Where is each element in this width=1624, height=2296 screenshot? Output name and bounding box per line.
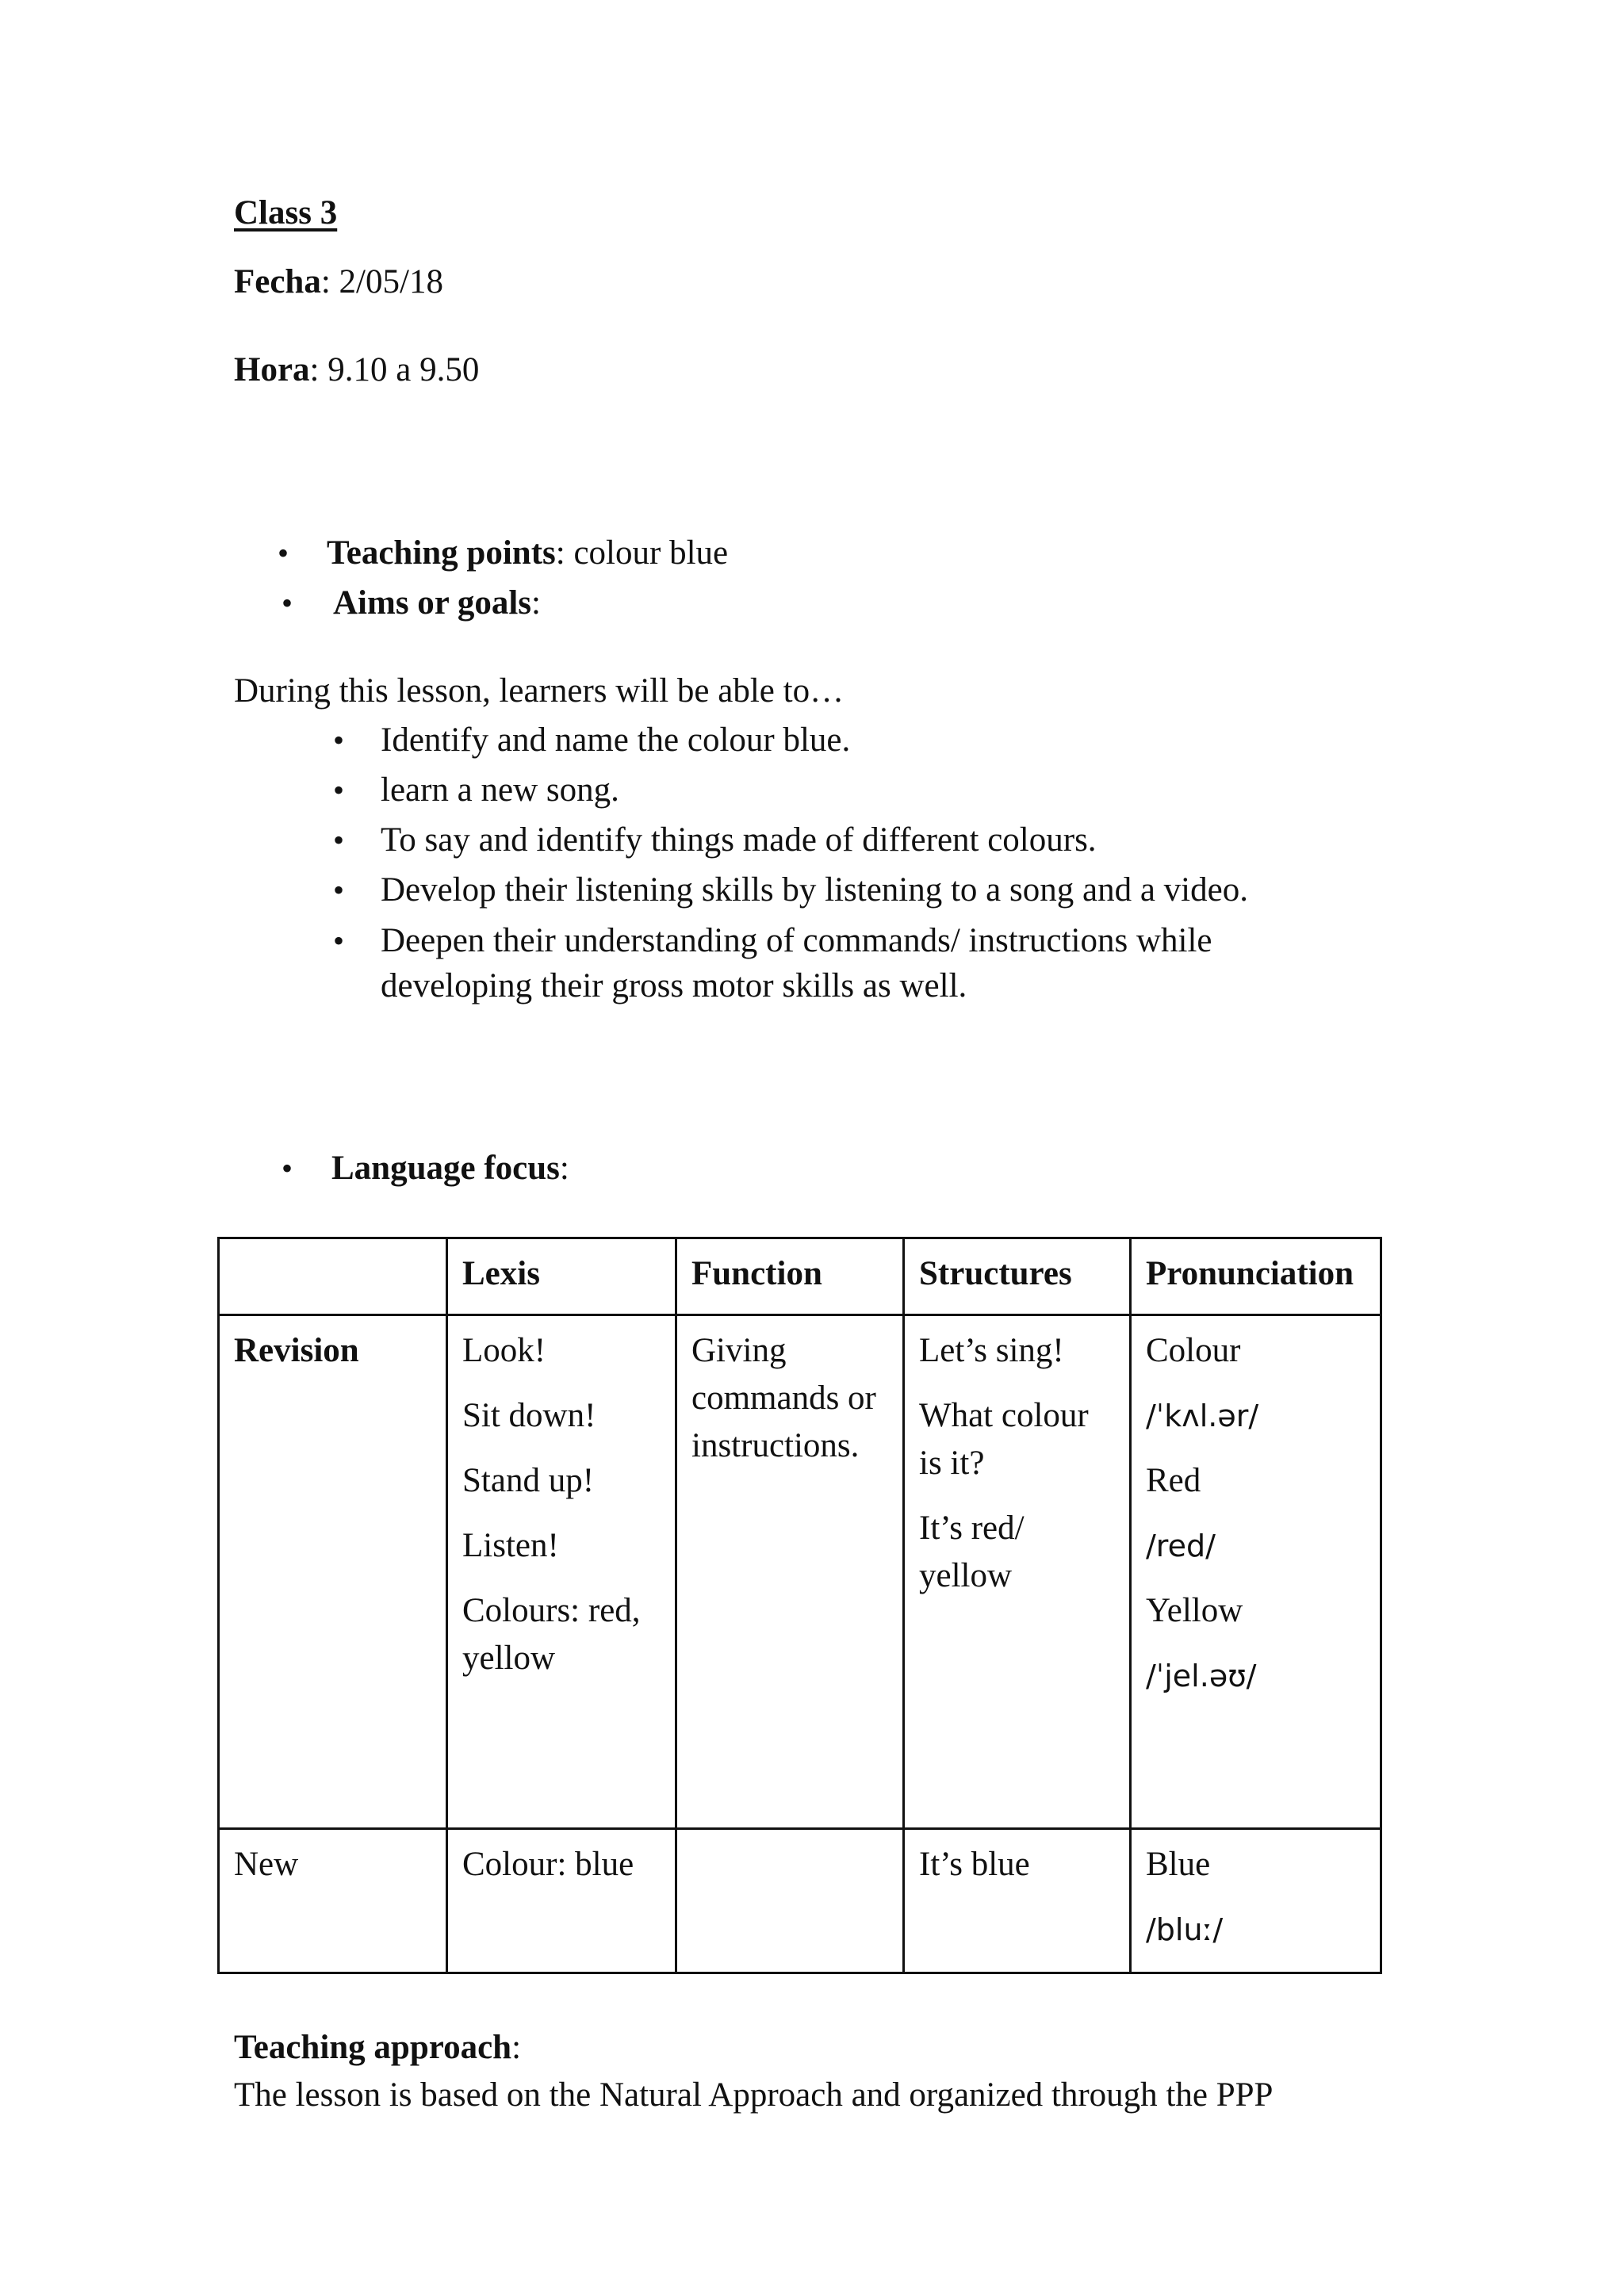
- bullet-icon: •: [333, 822, 345, 858]
- bullet-icon: •: [333, 722, 345, 758]
- aims-colon: :: [531, 584, 541, 622]
- hora-label: Hora: [234, 351, 310, 388]
- aim-item-continued: developing their gross motor skills as well.: [381, 967, 967, 1004]
- bullet-icon: •: [333, 772, 345, 808]
- table-header-pronunciation: Pronunciation: [1131, 1238, 1381, 1315]
- pronunciation-ipa: /ˈkʌl.ər/: [1146, 1399, 1259, 1433]
- revision-lexis-cell: [447, 1315, 676, 1829]
- teaching-approach-label: Teaching approach: [234, 2029, 512, 2066]
- hora-line: [234, 350, 479, 391]
- revision-function-line: instructions.: [691, 1427, 860, 1464]
- aim-item: Identify and name the colour blue.: [381, 721, 851, 759]
- table-row-new: [219, 1829, 1381, 1973]
- revision-lexis-item: Stand up!: [462, 1462, 595, 1499]
- teaching-points-value: : colour blue: [555, 534, 729, 572]
- revision-lexis-item: Listen!: [462, 1527, 559, 1564]
- language-focus-label: Language focus: [331, 1150, 560, 1187]
- table-header-lexis: Lexis: [447, 1238, 676, 1315]
- revision-structures-cell: [904, 1315, 1131, 1829]
- table-header-row: [219, 1238, 1381, 1315]
- table-row-revision: [219, 1315, 1381, 1829]
- new-structures: It’s blue: [904, 1829, 1131, 1973]
- revision-structure-line: It’s red/: [919, 1510, 1025, 1547]
- teaching-approach-colon: :: [511, 2029, 522, 2066]
- revision-structure-line: What colour: [919, 1397, 1089, 1434]
- bullet-icon: •: [282, 1150, 293, 1186]
- new-label: New: [219, 1829, 447, 1973]
- new-pronunciation-cell: [1131, 1829, 1381, 1973]
- teaching-approach-heading: [234, 2027, 521, 2068]
- revision-structure-line: yellow: [919, 1557, 1013, 1594]
- new-lexis: Colour: blue: [447, 1829, 676, 1973]
- new-function: [676, 1829, 904, 1973]
- aim-item: learn a new song.: [381, 771, 619, 809]
- aim-item: Deepen their understanding of commands/ instructions while: [381, 922, 1212, 959]
- aims-label: Aims or goals: [333, 584, 532, 622]
- fecha-label: Fecha: [234, 263, 321, 300]
- fecha-line: [234, 262, 443, 303]
- language-focus-colon: :: [559, 1150, 569, 1187]
- bullet-icon: •: [278, 535, 289, 571]
- revision-lexis-item: yellow: [462, 1640, 556, 1677]
- language-focus-table: [217, 1237, 1382, 1974]
- revision-structure-line: is it?: [919, 1445, 985, 1482]
- revision-function-cell: [676, 1315, 904, 1829]
- bullet-icon: •: [282, 585, 293, 621]
- aim-item: To say and identify things made of different colours.: [381, 821, 1097, 859]
- revision-lexis-item: Look!: [462, 1332, 546, 1369]
- table-header-cell: [219, 1238, 447, 1315]
- class-title: Class 3: [234, 194, 338, 232]
- aim-item: Develop their listening skills by listening to a song and a video.: [381, 871, 1248, 909]
- pronunciation-ipa: /ˈjel.əʊ/: [1146, 1659, 1257, 1693]
- table-header-function: Function: [676, 1238, 904, 1315]
- revision-function-line: Giving: [691, 1332, 787, 1369]
- bullet-icon: •: [333, 923, 345, 959]
- pronunciation-ipa: /red/: [1146, 1529, 1216, 1563]
- pronunciation-ipa: /bluː/: [1146, 1912, 1224, 1947]
- revision-function-line: commands or: [691, 1380, 876, 1417]
- pronunciation-word: Colour: [1146, 1332, 1241, 1369]
- revision-lexis-item: Sit down!: [462, 1397, 596, 1434]
- revision-lexis-item: Colours: red,: [462, 1592, 641, 1629]
- language-focus-line: [331, 1148, 569, 1189]
- teaching-points-label: Teaching points: [327, 534, 556, 572]
- aims-line: [333, 583, 541, 624]
- revision-label: Revision: [219, 1315, 447, 1829]
- hora-value: : 9.10 a 9.50: [309, 351, 480, 388]
- bullet-icon: •: [333, 872, 345, 908]
- aims-intro: During this lesson, learners will be able to…: [234, 672, 845, 710]
- fecha-value: : 2/05/18: [320, 263, 443, 300]
- teaching-points-line: [327, 533, 728, 574]
- pronunciation-word: Red: [1146, 1462, 1201, 1499]
- revision-pronunciation-cell: [1131, 1315, 1381, 1829]
- pronunciation-word: Blue: [1146, 1846, 1211, 1883]
- table-header-structures: Structures: [904, 1238, 1131, 1315]
- teaching-approach-text: The lesson is based on the Natural Approach and organized through the PPP: [234, 2076, 1274, 2114]
- pronunciation-word: Yellow: [1146, 1592, 1243, 1629]
- revision-structure-line: Let’s sing!: [919, 1332, 1064, 1369]
